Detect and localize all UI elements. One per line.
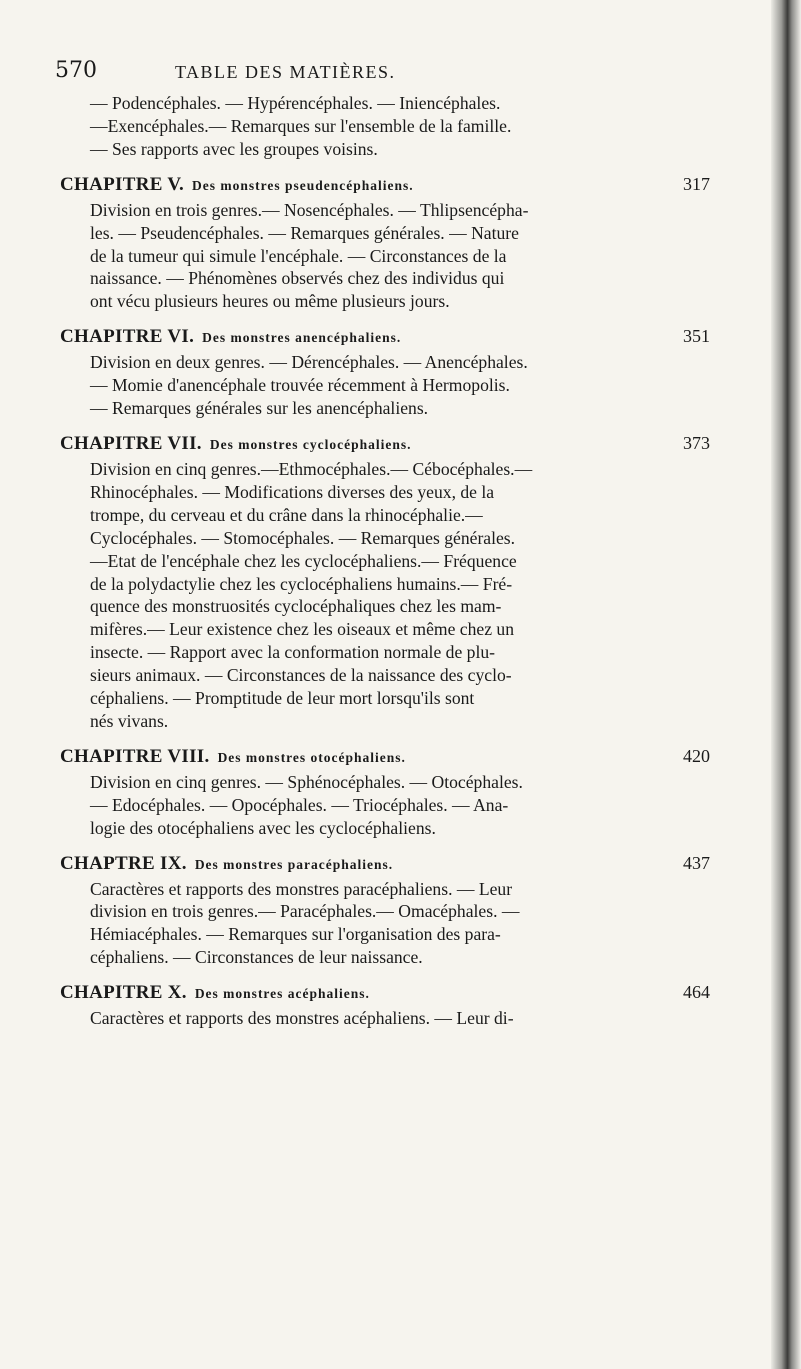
chapter-label: CHAPITRE V. <box>60 173 185 195</box>
chapter-summary <box>60 771 710 840</box>
chapter-heading <box>60 981 710 1005</box>
text-line: Caractères et rapports des monstres acéphaliens. — Leur di- <box>90 1008 514 1029</box>
chapter-entry <box>60 852 710 970</box>
chapter-entry <box>60 432 710 733</box>
chapter-label: CHAPITRE VII. <box>60 432 202 454</box>
chapter-page-number: 437 <box>683 852 710 873</box>
chapter-heading <box>60 173 710 197</box>
chapter-page-number: 317 <box>683 173 710 194</box>
chapter-heading <box>60 745 710 769</box>
text-line: de la polydactylie chez les cyclocéphaliens humains.— Fré- <box>90 573 513 594</box>
page-header <box>55 58 715 92</box>
chapter-summary <box>60 878 710 970</box>
page-number: 570 <box>55 58 97 83</box>
text-line: quence des monstruosités cyclocéphaliques chez les mam- <box>90 596 502 617</box>
chapter-summary <box>60 351 710 420</box>
text-line: logie des otocéphaliens avec les cyclocéphaliens. <box>90 817 436 838</box>
chapter-page-number: 464 <box>683 982 710 1003</box>
intro-paragraph <box>60 92 710 161</box>
chapter-page-number: 373 <box>683 432 710 453</box>
text-line: naissance. — Phénomènes observés chez des individus qui <box>90 268 505 289</box>
text-line: Division en cinq genres.—Ethmocéphales.— Cébocéphales.— <box>90 458 533 479</box>
chapter-title: Des monstres pseudencéphaliens. <box>192 177 414 193</box>
text-line: —Exencéphales.— Remarques sur l'ensemble de la famille. <box>90 115 512 136</box>
chapter-heading <box>60 325 710 349</box>
text-line: sieurs animaux. — Circonstances de la naissance des cyclo- <box>90 665 512 686</box>
text-line: nés vivans. <box>90 710 169 731</box>
text-line: — Remarques générales sur les anencéphaliens. <box>90 398 429 419</box>
text-line: — Edocéphales. — Opocéphales. — Triocéphales. — Ana- <box>90 794 509 815</box>
chapter-summary <box>60 199 710 314</box>
running-title: TABLE DES MATIÈRES. <box>175 62 396 82</box>
chapter-title: Des monstres anencéphaliens. <box>202 330 402 346</box>
chapter-summary <box>60 1007 710 1030</box>
chapter-label: CHAPTRE IX. <box>60 852 187 874</box>
text-line: Division en deux genres. — Dérencéphales. — Anencéphales. <box>90 352 528 373</box>
text-line: Division en cinq genres. — Sphénocéphales. — Otocéphales. <box>90 771 523 792</box>
chapter-label: CHAPITRE VIII. <box>60 745 210 767</box>
text-line: Division en trois genres.— Nosencéphales. — Thlipsencépha- <box>90 199 529 220</box>
text-line: céphaliens. — Promptitude de leur mort lorsqu'ils sont <box>90 688 475 709</box>
chapter-page-number: 351 <box>683 326 710 347</box>
text-line: Cyclocéphales. — Stomocéphales. — Remarques générales. <box>90 527 516 548</box>
text-line: —Etat de l'encéphale chez les cyclocéphaliens.— Fréquence <box>90 550 517 571</box>
text-line: ont vécu plusieurs heures ou même plusieurs jours. <box>90 291 450 312</box>
text-line: Rhinocéphales. — Modifications diverses des yeux, de la <box>90 481 495 502</box>
chapter-page-number: 420 <box>683 745 710 766</box>
chapter-entry <box>60 325 710 420</box>
text-line: céphaliens. — Circonstances de leur naissance. <box>90 947 423 968</box>
text-line: division en trois genres.— Paracéphales.— Omacéphales. — <box>90 901 520 922</box>
chapter-title: Des monstres cyclocéphaliens. <box>209 436 412 452</box>
page-edge-shadow <box>771 0 801 1369</box>
text-line: insecte. — Rapport avec la conformation normale de plu- <box>90 642 495 663</box>
chapter-title: Des monstres otocéphaliens. <box>217 749 406 765</box>
text-line: — Ses rapports avec les groupes voisins. <box>90 138 378 159</box>
text-line: Caractères et rapports des monstres paracéphaliens. — Leur <box>90 878 513 899</box>
toc-content <box>60 92 710 1030</box>
text-line: — Momie d'anencéphale trouvée récemment à Hermopolis. <box>90 375 510 396</box>
chapter-entry <box>60 745 710 840</box>
chapter-label: CHAPITRE X. <box>60 982 187 1004</box>
text-line: de la tumeur qui simule l'encéphale. — Circonstances de la <box>90 245 507 266</box>
text-line: — Podencéphales. — Hypérencéphales. — Iniencéphales. <box>90 93 501 113</box>
chapter-heading <box>60 432 710 456</box>
text-line: les. — Pseudencéphales. — Remarques générales. — Nature <box>90 222 519 243</box>
text-line: trompe, du cerveau et du crâne dans la rhinocéphalie.— <box>90 504 483 525</box>
chapter-entry <box>60 173 710 314</box>
chapter-summary <box>60 458 710 733</box>
chapter-entry <box>60 981 710 1030</box>
text-line: Hémiacéphales. — Remarques sur l'organisation des para- <box>90 924 501 945</box>
chapter-title: Des monstres acéphaliens. <box>194 986 370 1002</box>
chapter-label: CHAPITRE VI. <box>60 326 195 348</box>
text-line: mifères.— Leur existence chez les oiseaux et même chez un <box>90 619 515 640</box>
chapter-heading <box>60 852 710 876</box>
chapter-title: Des monstres paracéphaliens. <box>194 856 394 872</box>
